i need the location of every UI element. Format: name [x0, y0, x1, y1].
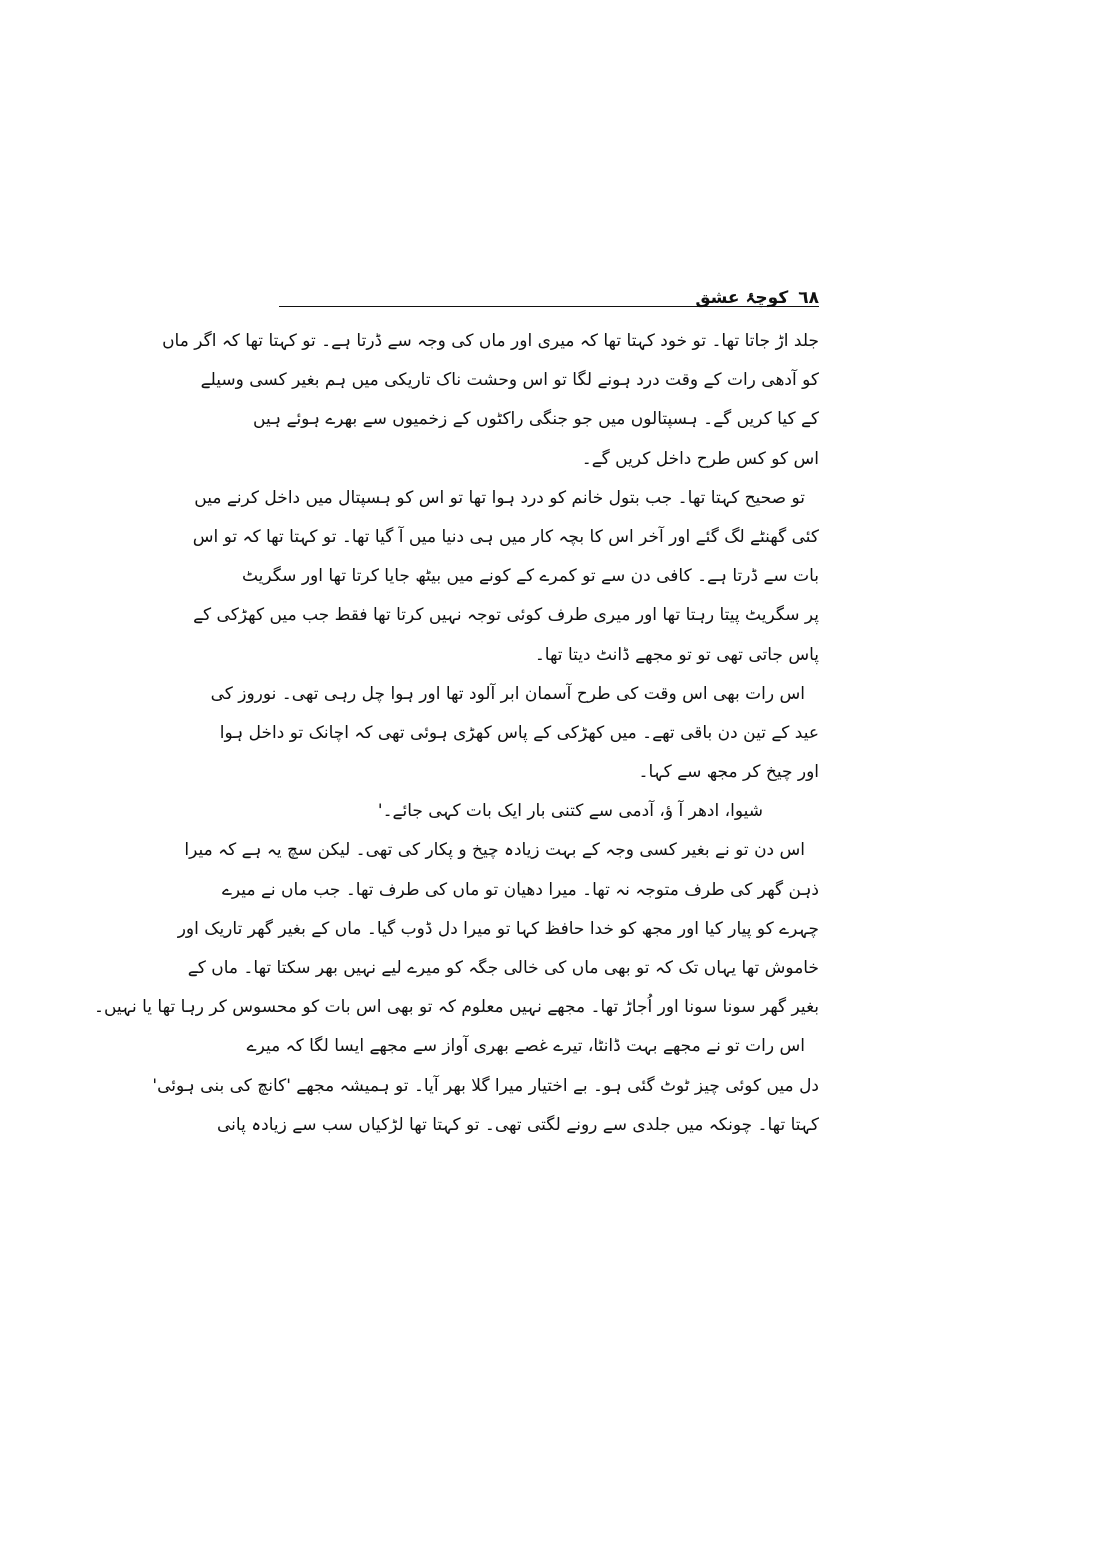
text-line: پر سگریٹ پیتا رہتا تھا اور میری طرف کوئی توجہ نہیں کرتا تھا فقط جب میں کھڑکی کے — [193, 605, 819, 626]
text-line: پاس جاتی تھی تو تو مجھے ڈانٹ دیتا تھا۔ — [534, 644, 819, 665]
page-body — [93, 322, 819, 1145]
text-line: کے کیا کریں گے۔ ہسپتالوں میں جو جنگی راکٹوں کے زخمیوں سے بھرے ہوئے ہیں — [253, 409, 819, 430]
text-line: شیوا، ادھر آ ؤ، آدمی سے کتنی بار ایک بات کہی جائے۔' — [377, 801, 763, 822]
text-line: اس رات تو نے مجھے بہت ڈانٹا، تیرے غصے بھری آواز سے مجھے ایسا لگا کہ میرے — [246, 1036, 805, 1057]
text-line: کہتا تھا۔ چونکہ میں جلدی سے رونے لگتی تھی۔ تو کہتا تھا لڑکیاں سب سے زیادہ پانی — [216, 1114, 819, 1135]
text-line: اور چیخ کر مجھ سے کہا۔ — [638, 762, 819, 783]
text-line: بغیر گھر سونا سونا اور اُجاڑ تھا۔ مجھے نہیں معلوم کہ تو بھی اس بات کو محسوس کر رہا تھا یا نہیں۔ — [93, 997, 819, 1018]
text-line: کو آدھی رات کے وقت درد ہونے لگا تو اس وحشت ناک تاریکی میں ہم بغیر کسی وسیلے — [200, 370, 819, 391]
text-line: چہرے کو پیار کیا اور مجھ کو خدا حافظ کہا تو میرا دل ڈوب گیا۔ ماں کے بغیر گھر تاریک اور — [177, 918, 819, 939]
text-line: تو صحیح کہتا تھا۔ جب بتول خانم کو درد ہوا تھا تو اس کو ہسپتال میں داخل کرنے میں — [194, 487, 805, 508]
text-line: عید کے تین دن باقی تھے۔ میں کھڑکی کے پاس کھڑی ہوئی تھی کہ اچانک تو داخل ہوا — [219, 722, 819, 743]
text-line: اس رات بھی اس وقت کی طرح آسمان ابر آلود تھا اور ہوا چل رہی تھی۔ نوروز کی — [210, 683, 805, 704]
text-line: ذہن گھر کی طرف متوجہ نہ تھا۔ میرا دھیان تو ماں کی طرف تھا۔ جب ماں نے میرے — [221, 879, 819, 900]
text-line: اس کو کس طرح داخل کریں گے۔ — [581, 448, 819, 469]
text-line: بات سے ڈرتا ہے۔ کافی دن سے تو کمرے کے کونے میں بیٹھ جایا کرتا تھا اور سگریٹ — [241, 566, 819, 587]
page-number: ٦٨ — [798, 288, 819, 308]
text-line: اس دن تو نے بغیر کسی وجہ کے بہت زیادہ چیخ و پکار کی تھی۔ لیکن سچ یہ ہے کہ میرا — [184, 840, 805, 861]
book-title: کوچۂ عشق — [695, 288, 789, 308]
text-line: جلد اڑ جاتا تھا۔ تو خود کہتا تھا کہ میری اور ماں کی وجہ سے ڈرتا ہے۔ تو کہتا تھا کہ اگر ماں — [162, 331, 819, 351]
text-line: دل میں کوئی چیز ٹوٹ گئی ہو۔ بے اختیار میرا گلا بھر آیا۔ تو ہمیشہ مجھے 'کانچ کی بنی ہوئی' — [152, 1075, 819, 1096]
text-line: کئی گھنٹے لگ گئے اور آخر اس کا بچہ کار میں ہی دنیا میں آ گیا تھا۔ تو کہتا تھا کہ تو اس — [192, 526, 819, 547]
header-rule — [279, 306, 819, 307]
page-header — [279, 278, 819, 308]
text-line: خاموش تھا یہاں تک کہ تو بھی ماں کی خالی جگہ کو میرے لیے نہیں بھر سکتا تھا۔ ماں کے — [187, 958, 819, 978]
